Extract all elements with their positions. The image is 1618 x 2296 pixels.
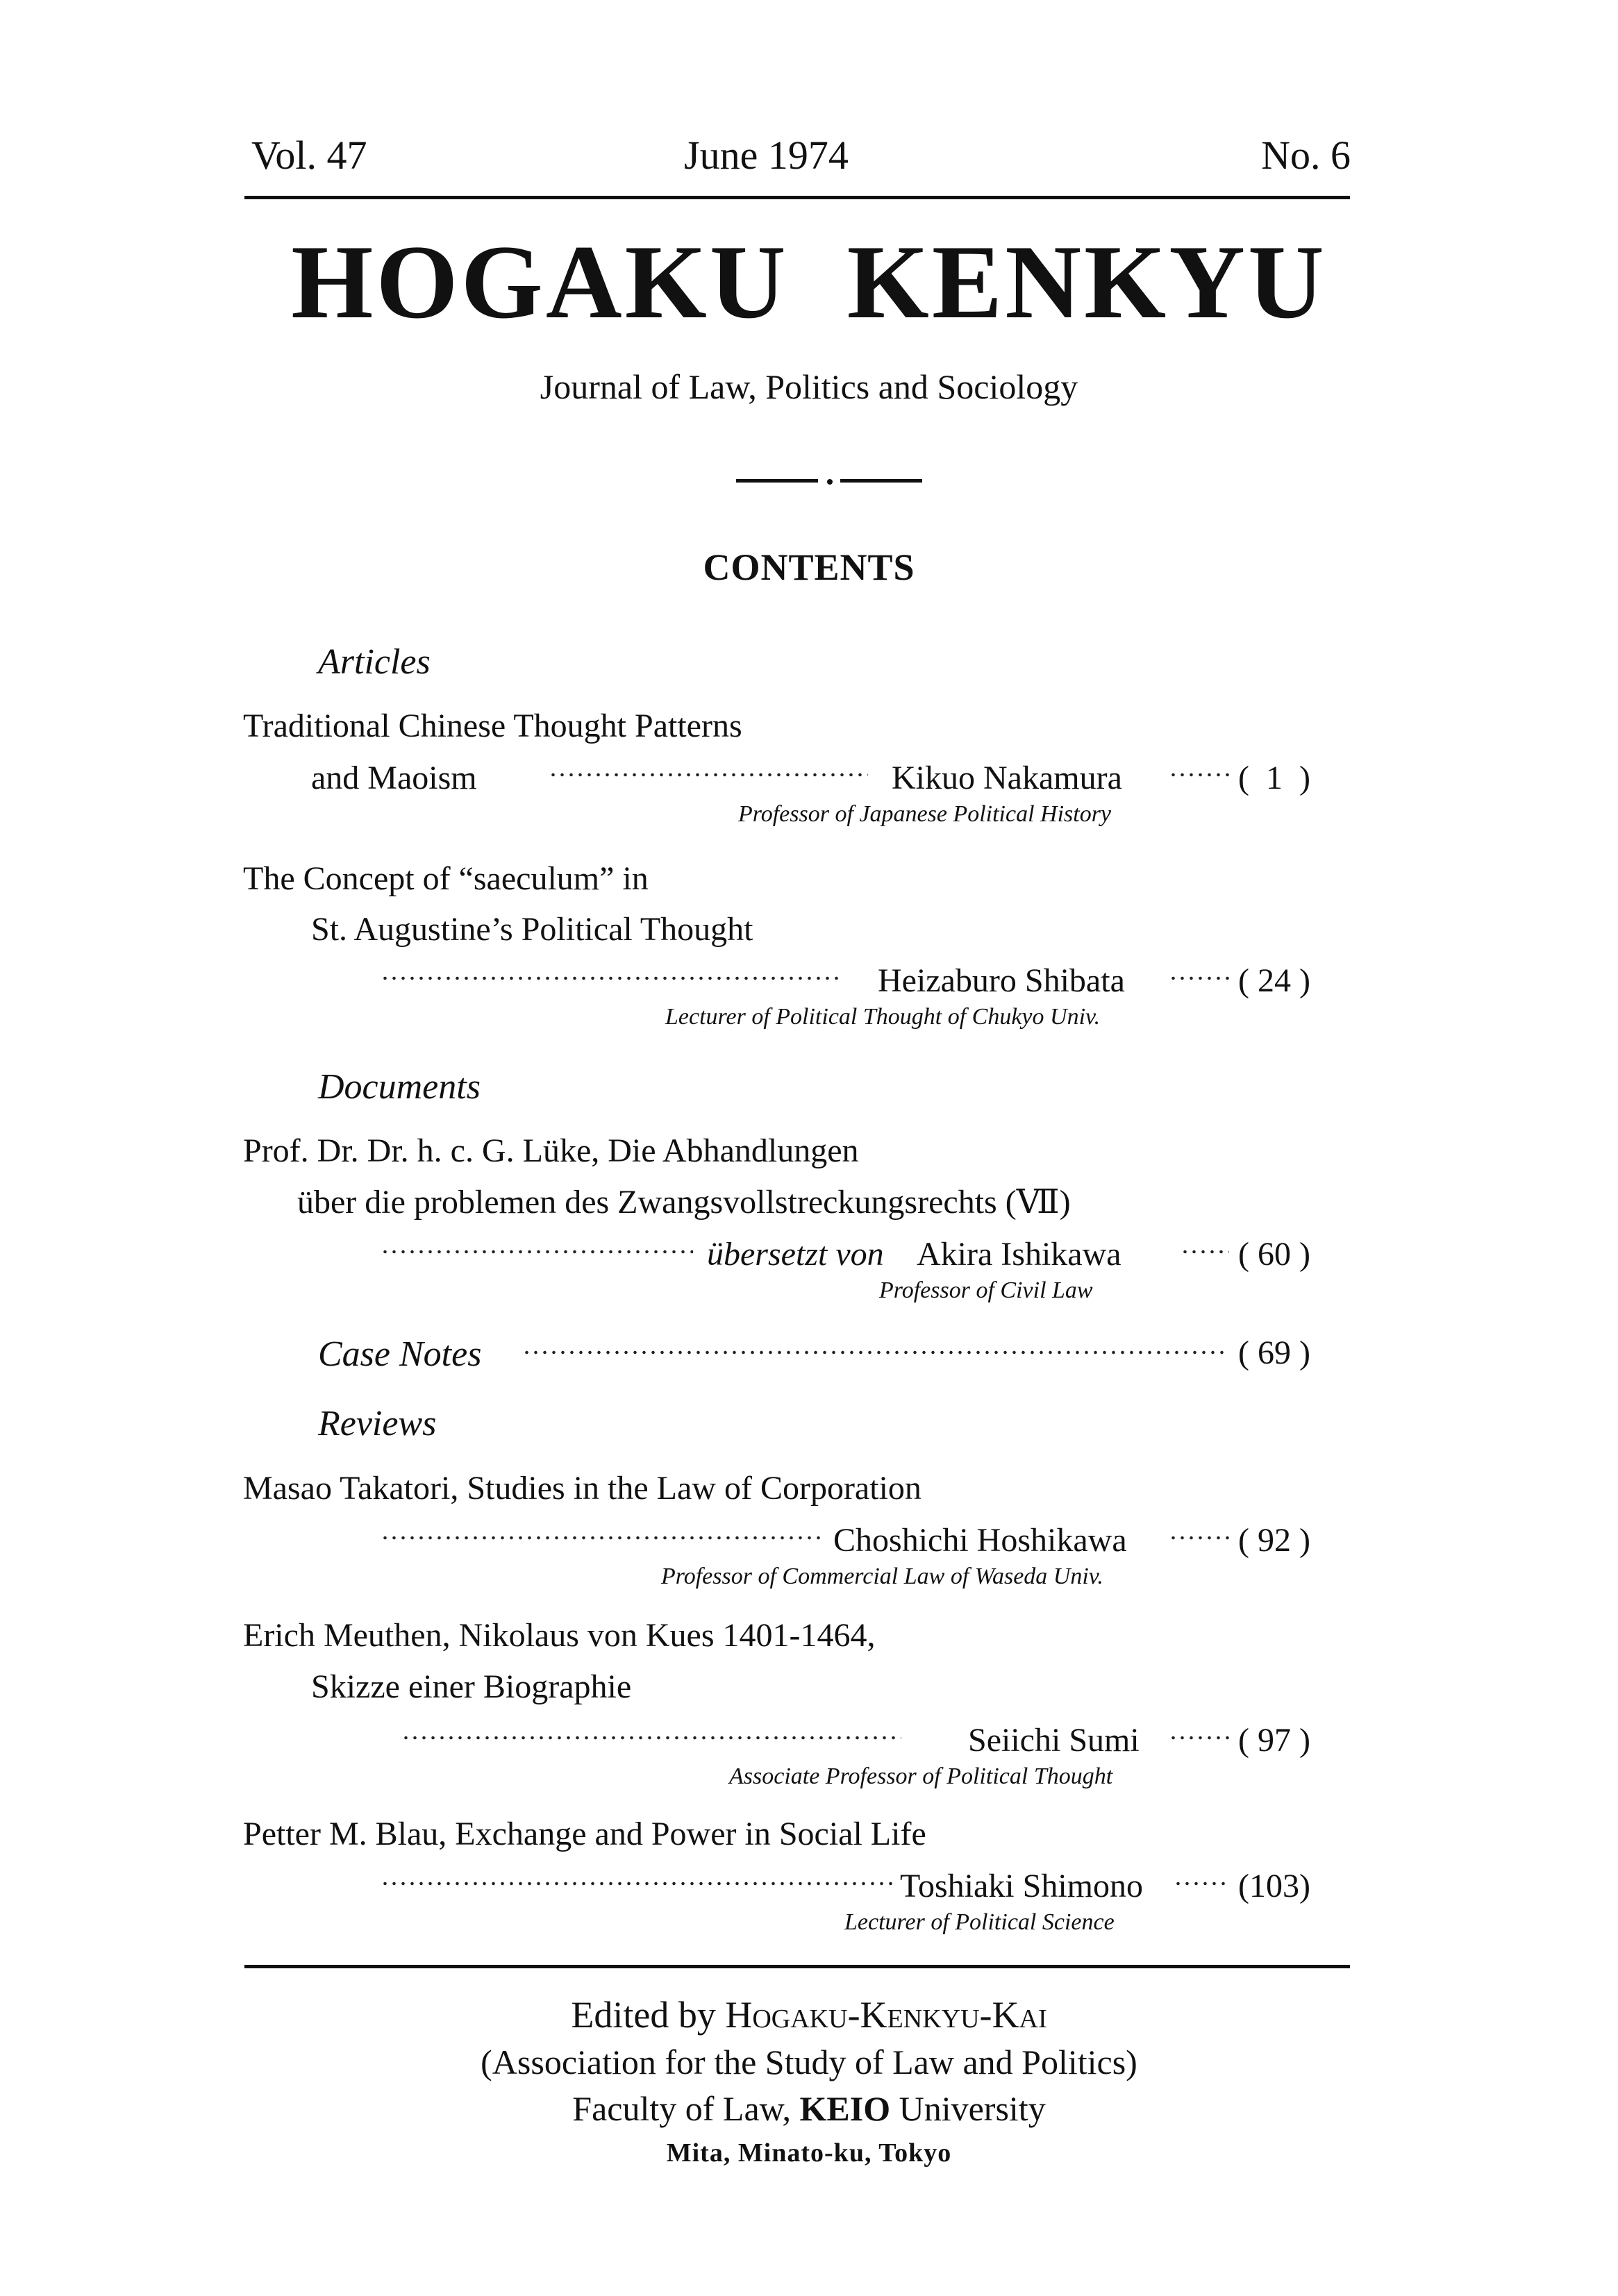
entry-3-page: ( 60 ) bbox=[1238, 1236, 1310, 1273]
entry-1-title-line-1: Traditional Chinese Thought Patterns bbox=[243, 707, 742, 744]
entry-5-author: Choshichi Hoshikawa bbox=[833, 1522, 1127, 1559]
entry-7-page: (103) bbox=[1238, 1868, 1310, 1904]
entry-5-author-dots bbox=[1169, 1536, 1231, 1540]
entry-6-leader-dots bbox=[401, 1736, 901, 1740]
entry-3-author-dots bbox=[1181, 1250, 1229, 1254]
entry-1-page: ( 1 ) bbox=[1238, 760, 1310, 796]
entry-1-title-line-2: and Maoism bbox=[311, 760, 477, 796]
entry-5-leader-dots bbox=[381, 1536, 825, 1540]
entry-6-title-line-2: Skizze einer Biographie bbox=[311, 1668, 632, 1705]
entry-7-author-dots bbox=[1174, 1882, 1228, 1886]
case-notes-leader-dots bbox=[522, 1350, 1224, 1355]
entry-6-page: ( 97 ) bbox=[1238, 1722, 1310, 1759]
entry-2-title-line-1: The Concept of “saeculum” in bbox=[243, 860, 649, 897]
entry-3-translator-prefix: übersetzt von bbox=[707, 1236, 884, 1273]
entry-2-author: Heizaburo Shibata bbox=[878, 962, 1125, 999]
section-reviews: Reviews bbox=[318, 1404, 437, 1443]
case-notes-page: ( 69 ) bbox=[1238, 1334, 1310, 1371]
entry-5-affiliation: Professor of Commercial Law of Waseda Univ. bbox=[661, 1564, 1103, 1589]
entry-5-title-line-1: Masao Takatori, Studies in the Law of Corporation bbox=[243, 1470, 921, 1507]
volume-label: Vol. 47 bbox=[251, 133, 367, 178]
entry-3-title-line-2: über die problemen des Zwangsvollstreckungsrechts (Ⅶ) bbox=[297, 1184, 1071, 1221]
edited-by-label: Edited by bbox=[571, 1994, 716, 2036]
bottom-rule bbox=[244, 1965, 1350, 1968]
section-documents: Documents bbox=[318, 1067, 481, 1107]
divider-ornament bbox=[736, 476, 924, 486]
entry-7-author: Toshiaki Shimono bbox=[900, 1868, 1143, 1904]
entry-3-title-line-1: Prof. Dr. Dr. h. c. G. Lüke, Die Abhandlungen bbox=[243, 1132, 859, 1169]
issue-date: June 1974 bbox=[684, 133, 849, 178]
faculty-prefix: Faculty of Law, bbox=[572, 2089, 792, 2128]
journal-title: HOGAKU KENKYU bbox=[291, 224, 1327, 340]
faculty-line bbox=[0, 2091, 1618, 2126]
address-line: Mita, Minato-ku, Tokyo bbox=[666, 2138, 952, 2168]
entry-1-affiliation: Professor of Japanese Political History bbox=[738, 801, 1112, 827]
issue-number: No. 6 bbox=[1261, 133, 1351, 178]
section-case-notes: Case Notes bbox=[318, 1334, 482, 1374]
editor-name: Hogaku-Kenkyu-Kai bbox=[725, 1994, 1047, 2036]
entry-6-author: Seiichi Sumi bbox=[968, 1722, 1140, 1759]
entry-2-leader-dots bbox=[381, 976, 839, 980]
entry-2-affiliation: Lecturer of Political Thought of Chukyo Univ. bbox=[665, 1004, 1101, 1030]
entry-5-page: ( 92 ) bbox=[1238, 1522, 1310, 1559]
entry-1-author: Kikuo Nakamura bbox=[892, 760, 1122, 796]
entry-1-leader-dots bbox=[549, 773, 868, 777]
entry-3-author: Akira Ishikawa bbox=[917, 1236, 1121, 1273]
ornament-left-rule bbox=[736, 479, 818, 483]
entry-6-author-dots bbox=[1169, 1736, 1231, 1740]
university-name: KEIO bbox=[799, 2089, 891, 2128]
entry-6-affiliation: Associate Professor of Political Thought bbox=[729, 1763, 1113, 1789]
section-articles: Articles bbox=[318, 642, 431, 682]
entry-2-author-dots bbox=[1169, 976, 1231, 980]
ornament-dot bbox=[827, 479, 833, 485]
entry-2-page: ( 24 ) bbox=[1238, 962, 1310, 999]
association-line: (Association for the Study of Law and Politics) bbox=[481, 2043, 1137, 2081]
contents-heading: CONTENTS bbox=[703, 546, 915, 588]
entry-3-affiliation: Professor of Civil Law bbox=[879, 1277, 1093, 1303]
ornament-right-rule bbox=[840, 479, 922, 483]
entry-6-title-line-1: Erich Meuthen, Nikolaus von Kues 1401-1464, bbox=[243, 1617, 876, 1654]
entry-7-affiliation: Lecturer of Political Science bbox=[844, 1909, 1115, 1935]
top-rule bbox=[244, 196, 1350, 199]
entry-3-leader-dots bbox=[381, 1250, 693, 1254]
university-suffix: University bbox=[899, 2089, 1046, 2128]
entry-2-title-line-2: St. Augustine’s Political Thought bbox=[311, 911, 753, 948]
editor-line bbox=[0, 1996, 1618, 2034]
journal-subtitle: Journal of Law, Politics and Sociology bbox=[540, 367, 1078, 406]
entry-1-author-dots bbox=[1169, 773, 1231, 777]
entry-7-title-line-1: Petter M. Blau, Exchange and Power in Social Life bbox=[243, 1816, 926, 1852]
entry-7-leader-dots bbox=[381, 1882, 896, 1886]
